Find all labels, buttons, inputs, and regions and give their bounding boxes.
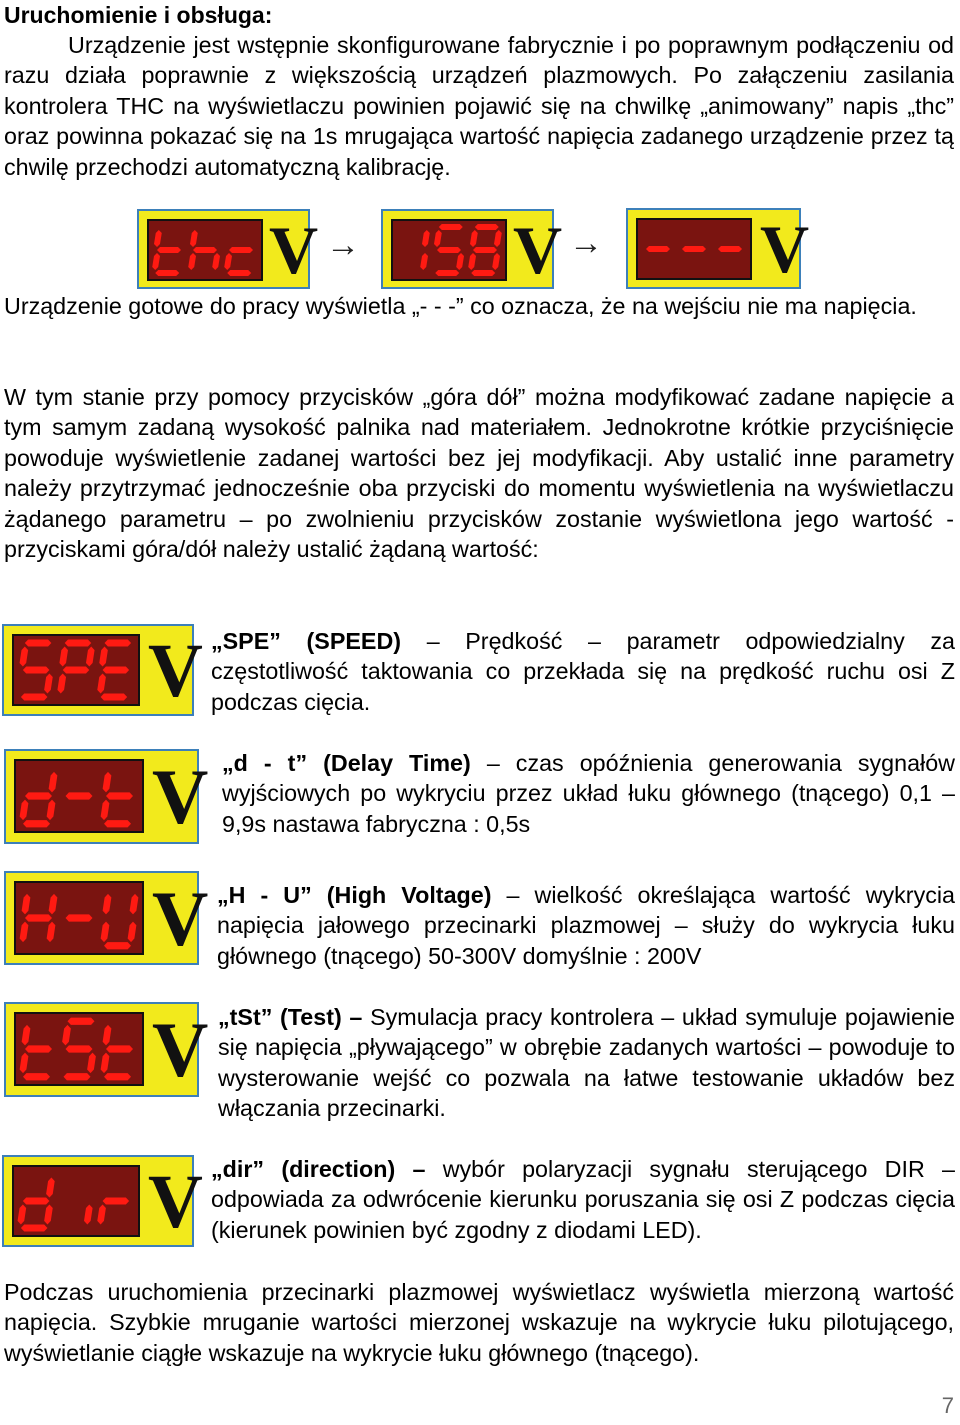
segment	[473, 247, 497, 253]
segment	[57, 674, 66, 694]
segment	[193, 247, 217, 253]
segment	[25, 914, 52, 921]
segment	[67, 1018, 94, 1025]
segment	[22, 894, 31, 915]
segment	[18, 1205, 27, 1225]
unit-label: V	[269, 212, 319, 288]
param-title: „dir” (direction) –	[211, 1156, 426, 1182]
segment	[23, 666, 50, 673]
unit-label: V	[513, 212, 563, 288]
ready-paragraph: Urządzenie gotowe do pracy wyświetla „- - -” co oznacza, że na wejściu nie ma napięcia.	[4, 293, 917, 319]
param-spe	[211, 626, 955, 717]
segment	[101, 800, 110, 821]
segment	[97, 674, 106, 694]
param-tst	[218, 1002, 955, 1124]
closing-paragraph: Podczas uruchomienia przecinarki plazmowej wyświetlacz wyświetla mierzoną wartość napięcia. Szybkie mruganie wartości mierzonej wskazuje na wykrycie łuku pilotującego, wyświetlanie ciągłe wskazuje na wykrycie łuku głównego (tnącego).	[4, 1279, 954, 1366]
param-desc: – czas opóźnienia generowania sygnałów wyjściowych po wykryciu przez układ łuku głównego (tnącego) 0,1 – 9,9s nastawa fabryczna : 0,5s	[222, 750, 955, 837]
segment	[105, 640, 132, 647]
segment	[104, 942, 131, 949]
segment	[86, 647, 95, 667]
segment	[434, 230, 442, 247]
segment	[224, 253, 232, 270]
unit-label: V	[760, 211, 810, 287]
segment	[101, 1053, 110, 1074]
segment	[23, 820, 50, 827]
segment	[66, 792, 93, 799]
segment	[420, 253, 428, 270]
segment	[62, 1025, 71, 1046]
segment-readout	[638, 220, 750, 278]
segment	[106, 792, 133, 799]
buttons-paragraph: W tym stanie przy pomocy przycisków „góra dół” można modyfikować zadane napięcie a tym samym zadaną wysokość palnika nad materiałem. Jednokrotne krótkie przyciśnięcie powoduje wyświetlenie zadanej wartości bez jej modyfikacji. Aby ustalić inne parametry należy przytrzymać jednocześnie oba przyciski do momentu wyświetlenia na wyświetlaczu żądanego parametru – po zwolnieniu przycisków zostanie wyświetlona jego wartość - przyciskami góra/dół należy ustalić żądaną wartość:	[4, 384, 954, 563]
segment-readout	[16, 1014, 142, 1084]
segment	[152, 253, 160, 270]
segment	[104, 820, 131, 827]
segment	[212, 253, 220, 270]
segment	[66, 914, 93, 921]
segment	[87, 1053, 96, 1074]
segment	[47, 800, 56, 821]
segment-readout	[16, 883, 142, 953]
segment	[104, 1073, 131, 1080]
segment	[130, 894, 139, 915]
param-desc: – wielkość określająca wartość wykrycia napięcia jałowego przecinarki plazmowej – służy do wykrycia łuku głównego (tnącego) 50-300V domyślnie : 200V	[217, 882, 955, 969]
segment	[44, 674, 53, 694]
param-title: „H - U” (High Voltage)	[217, 882, 492, 908]
unit-label: V	[152, 875, 209, 962]
display-158	[381, 209, 563, 289]
segment	[63, 666, 90, 673]
segment	[188, 253, 196, 270]
segment	[494, 230, 502, 247]
segment	[46, 1178, 55, 1198]
param-desc: – Prędkość – parametr odpowiedzialny za częstotliwość taktowania co przekłada się na prędkość ruchu osi Z podczas cięcia.	[211, 628, 955, 715]
segment	[65, 640, 92, 647]
segment	[47, 922, 56, 943]
segment	[103, 666, 130, 673]
segment	[229, 247, 253, 253]
page-number: 7	[941, 1393, 954, 1418]
segment	[128, 922, 137, 943]
segment	[25, 1045, 52, 1052]
segment	[456, 253, 464, 270]
segment	[64, 1073, 91, 1080]
segment	[468, 253, 476, 270]
segment	[20, 800, 29, 821]
display-dashes	[626, 208, 810, 289]
segment	[103, 894, 112, 915]
param-dir	[211, 1154, 955, 1245]
segment	[23, 1073, 50, 1080]
segment	[155, 270, 179, 276]
segment	[718, 246, 742, 252]
display-tst	[4, 1002, 209, 1097]
arrow-icon: →	[569, 224, 603, 262]
segment	[49, 772, 58, 793]
segment	[154, 230, 162, 247]
segment	[439, 224, 463, 230]
segment	[437, 247, 461, 253]
display-dt	[4, 749, 209, 844]
unit-label: V	[152, 1006, 209, 1093]
segment	[49, 894, 58, 915]
unit-label: V	[152, 753, 209, 840]
display-hu	[4, 871, 209, 965]
segment	[22, 1025, 31, 1046]
segment	[190, 230, 198, 247]
segment	[20, 1053, 29, 1074]
segment-readout	[16, 761, 142, 831]
segment	[66, 1045, 93, 1052]
segment-readout	[14, 636, 138, 704]
segment	[97, 1205, 106, 1225]
segment	[475, 224, 499, 230]
segment-readout	[393, 221, 505, 279]
unit-label: V	[148, 1160, 203, 1244]
section-heading: Uruchomienie i obsługa:	[4, 2, 273, 28]
segment	[23, 1197, 50, 1204]
segment	[227, 270, 251, 276]
segment	[20, 647, 29, 667]
display-dir	[2, 1155, 203, 1247]
segment	[435, 270, 459, 276]
segment	[106, 1045, 133, 1052]
segment	[21, 1224, 48, 1231]
segment	[492, 253, 500, 270]
segment-readout	[14, 1167, 138, 1235]
param-desc: Symulacja pracy kontrolera – układ symuluje pojawienie się napięcia „pływającego” w obrębie zadanych wartości – powoduje to wysterowanie wejść co pozwala na łatwe testowanie układów bez włączania przecinarki.	[218, 1004, 955, 1122]
param-title: „d - t” (Delay Time)	[222, 750, 471, 776]
segment	[44, 1205, 53, 1225]
segment	[422, 230, 430, 247]
segment	[471, 270, 495, 276]
segment	[103, 1025, 112, 1046]
param-title: „SPE” (SPEED)	[211, 628, 402, 654]
arrow-icon: →	[326, 226, 360, 264]
segment	[682, 246, 706, 252]
segment	[25, 792, 52, 799]
segment	[25, 640, 52, 647]
segment-readout	[149, 221, 261, 279]
segment	[103, 1197, 130, 1204]
segment	[646, 246, 670, 252]
segment	[99, 647, 108, 667]
intro-paragraph: Urządzenie jest wstępnie skonfigurowane fabrycznie i po poprawnym podłączeniu od razu działa poprawnie z większością urządzeń plazmowych. Po załączeniu zasilania kontrolera THC na wyświetlaczu powinien pojawić się na chwilkę „animowany” napis „thc” oraz powinna pokazać się na 1s mrugająca wartość napięcia zadanego urządzenie przez tą chwilę przechodzi automatyczną kalibrację.	[4, 32, 954, 180]
segment	[21, 693, 48, 700]
param-hu	[217, 880, 955, 971]
segment	[20, 922, 29, 943]
param-dt	[222, 748, 955, 839]
segment	[470, 230, 478, 247]
segment	[84, 1205, 93, 1225]
segment	[157, 247, 181, 253]
param-title: „tSt” (Test) –	[218, 1004, 363, 1030]
param-desc: wybór polaryzacji sygnału sterującego DIR – odpowiada za odwrócenie kierunku poruszania się osi Z podczas cięcia (kierunek powinien być zgodny z diodami LED).	[211, 1156, 956, 1243]
segment	[59, 647, 68, 667]
display-thc	[137, 209, 319, 289]
segment	[103, 772, 112, 793]
display-spe	[2, 624, 203, 716]
segment	[101, 693, 128, 700]
segment	[101, 922, 110, 943]
unit-label: V	[148, 629, 203, 713]
